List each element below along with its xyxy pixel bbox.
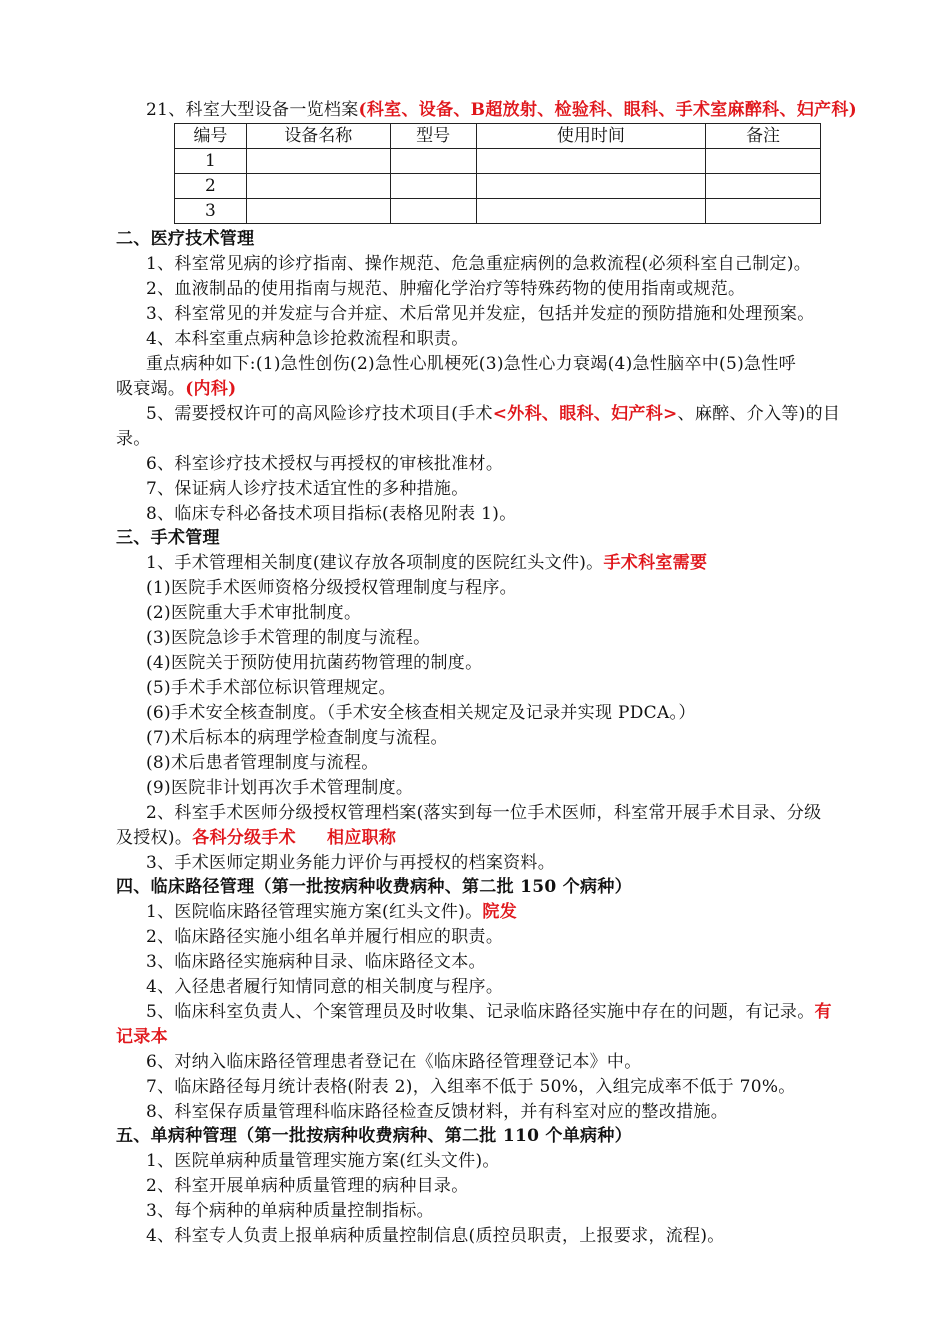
sec2-item-5-text-end: 、麻醉、介入等)的目: [677, 404, 841, 424]
key-diseases-end: 吸衰竭。: [116, 379, 186, 399]
table-cell: 1: [175, 149, 247, 174]
sec3-policy-1: (1)医院手术医师资格分级授权管理制度与程序。: [146, 578, 517, 598]
table-cell: [476, 149, 706, 174]
sec4-item-4: 4、入径患者履行知情同意的相关制度与程序。: [146, 977, 504, 997]
sec2-item-5-text: 5、需要授权许可的高风险诊疗技术项目(手术: [146, 404, 493, 424]
table-cell: [246, 149, 390, 174]
sec2-item-7: 7、保证病人诊疗技术适宜性的多种措施。: [146, 479, 469, 499]
sec3-item-2: 2、科室手术医师分级授权管理档案(落实到每一位手术医师，科室常开展手术目录、分级: [146, 803, 822, 823]
header-model: 型号: [390, 124, 476, 149]
sec2-item-2: 2、血液制品的使用指南与规范、肿瘤化学治疗等特殊药物的使用指南或规范。: [146, 279, 746, 299]
sec3-policy-9: (9)医院非计划再次手术管理制度。: [146, 778, 414, 798]
table-cell: 3: [175, 199, 247, 224]
sec2-item-8: 8、临床专科必备技术项目指标(表格见附表 1)。: [146, 504, 517, 524]
sec4-item-2: 2、临床路径实施小组名单并履行相应的职责。: [146, 927, 504, 947]
section-3-heading: 三、手术管理: [116, 528, 220, 548]
header-number: 编号: [175, 124, 247, 149]
sec4-item-1-text: 1、医院临床路径管理实施方案(红头文件)。: [146, 902, 483, 922]
surgery-departments-note: <外科、眼科、妇产科>: [492, 404, 678, 424]
sec3-item-2-cont: [116, 826, 888, 851]
sec3-policy-3: (3)医院急诊手术管理的制度与流程。: [146, 628, 431, 648]
sec4-item-7: 7、临床路径每月统计表格(附表 2)，入组率不低于 50%，入组完成率不低于 70%。: [146, 1077, 796, 1097]
sec3-policy-2: (2)医院重大手术审批制度。: [146, 603, 362, 623]
equipment-title-departments: (科室、设备、B超放射、检验科、眼科、手术室麻醉科、妇产科): [358, 100, 857, 120]
section-5-heading: 五、单病种管理（第一批按病种收费病种、第二批 110 个单病种）: [116, 1126, 632, 1146]
sec3-policy-5: (5)手术手术部位标识管理规定。: [146, 678, 396, 698]
table-row: [175, 199, 821, 224]
equipment-archive-title: [146, 98, 918, 123]
table-header-row: [175, 124, 821, 149]
sec4-item-5-cont: [116, 1025, 888, 1050]
table-cell: [390, 149, 476, 174]
sec4-item-8: 8、科室保存质量管理科临床路径检查反馈材料，并有科室对应的整改措施。: [146, 1102, 729, 1122]
header-device-name: 设备名称: [246, 124, 390, 149]
sec4-item-6: 6、对纳入临床路径管理患者登记在《临床路径管理登记本》中。: [146, 1052, 642, 1072]
key-diseases-line-1: 重点病种如下:(1)急性创伤(2)急性心肌梗死(3)急性心力衰竭(4)急性脑卒中(5)急性呼: [146, 354, 796, 374]
table-cell: [706, 199, 821, 224]
key-diseases-line-2: [116, 377, 888, 402]
sec2-item-5: [146, 402, 888, 427]
sec3-policy-7: (7)术后标本的病理学检查制度与流程。: [146, 728, 448, 748]
table-cell: 2: [175, 174, 247, 199]
sec4-item-5: [146, 1000, 888, 1025]
sec4-item-5-text: 5、临床科室负责人、个案管理员及时收集、记录临床路径实施中存在的问题，有记录。: [146, 1002, 815, 1022]
sec2-item-1: 1、科室常见病的诊疗指南、操作规范、危急重症病例的急救流程(必须科室自己制定)。: [146, 254, 812, 274]
record-book-note-start: 有: [814, 1002, 832, 1022]
header-remarks: 备注: [706, 124, 821, 149]
equipment-table: [174, 123, 821, 224]
sec4-item-3: 3、临床路径实施病种目录、临床路径文本。: [146, 952, 486, 972]
table-cell: [476, 199, 706, 224]
graded-surgery-note: 各科分级手术 相应职称: [192, 828, 397, 848]
record-book-note-end: 记录本: [116, 1027, 168, 1047]
internal-medicine-note: (内科): [185, 379, 237, 399]
sec5-item-2: 2、科室开展单病种质量管理的病种目录。: [146, 1176, 469, 1196]
sec5-item-3: 3、每个病种的单病种质量控制指标。: [146, 1201, 434, 1221]
sec5-item-1: 1、医院单病种质量管理实施方案(红头文件)。: [146, 1151, 500, 1171]
table-cell: [390, 199, 476, 224]
table-cell: [246, 174, 390, 199]
table-cell: [706, 174, 821, 199]
sec2-item-3: 3、科室常见的并发症与合并症、术后常见并发症，包括并发症的预防措施和处理预案。: [146, 304, 815, 324]
table-cell: [476, 174, 706, 199]
equipment-title-text: 21、科室大型设备一览档案: [146, 100, 359, 120]
sec2-item-6: 6、科室诊疗技术授权与再授权的审核批准材。: [146, 454, 504, 474]
table-row: [175, 174, 821, 199]
surgery-dept-required-note: 手术科室需要: [603, 553, 708, 573]
sec3-item-2-text: 及授权)。: [116, 828, 193, 848]
sec5-item-4: 4、科室专人负责上报单病种质量控制信息(质控员职责，上报要求，流程)。: [146, 1226, 725, 1246]
section-4-heading: 四、临床路径管理（第一批按病种收费病种、第二批 150 个病种）: [116, 877, 632, 897]
sec3-policy-8: (8)术后患者管理制度与流程。: [146, 753, 379, 773]
sec3-policy-6: (6)手术安全核查制度。（手术安全核查相关规定及记录并实现 PDCA。）: [146, 703, 696, 723]
sec3-item-1: [146, 551, 888, 576]
sec3-item-1-text: 1、手术管理相关制度(建议存放各项制度的医院红头文件)。: [146, 553, 604, 573]
sec2-item-5-cont: 录。: [116, 429, 151, 449]
table-cell: [246, 199, 390, 224]
table-cell: [390, 174, 476, 199]
sec4-item-1: [146, 900, 888, 925]
hospital-issued-note: 院发: [482, 902, 517, 922]
sec3-item-3: 3、手术医师定期业务能力评价与再授权的档案资料。: [146, 853, 556, 873]
table-cell: [706, 149, 821, 174]
section-2-heading: 二、医疗技术管理: [116, 229, 255, 249]
header-usage-time: 使用时间: [476, 124, 706, 149]
sec2-item-4: 4、本科室重点病种急诊抢救流程和职责。: [146, 329, 469, 349]
table-row: [175, 149, 821, 174]
sec3-policy-4: (4)医院关于预防使用抗菌药物管理的制度。: [146, 653, 483, 673]
